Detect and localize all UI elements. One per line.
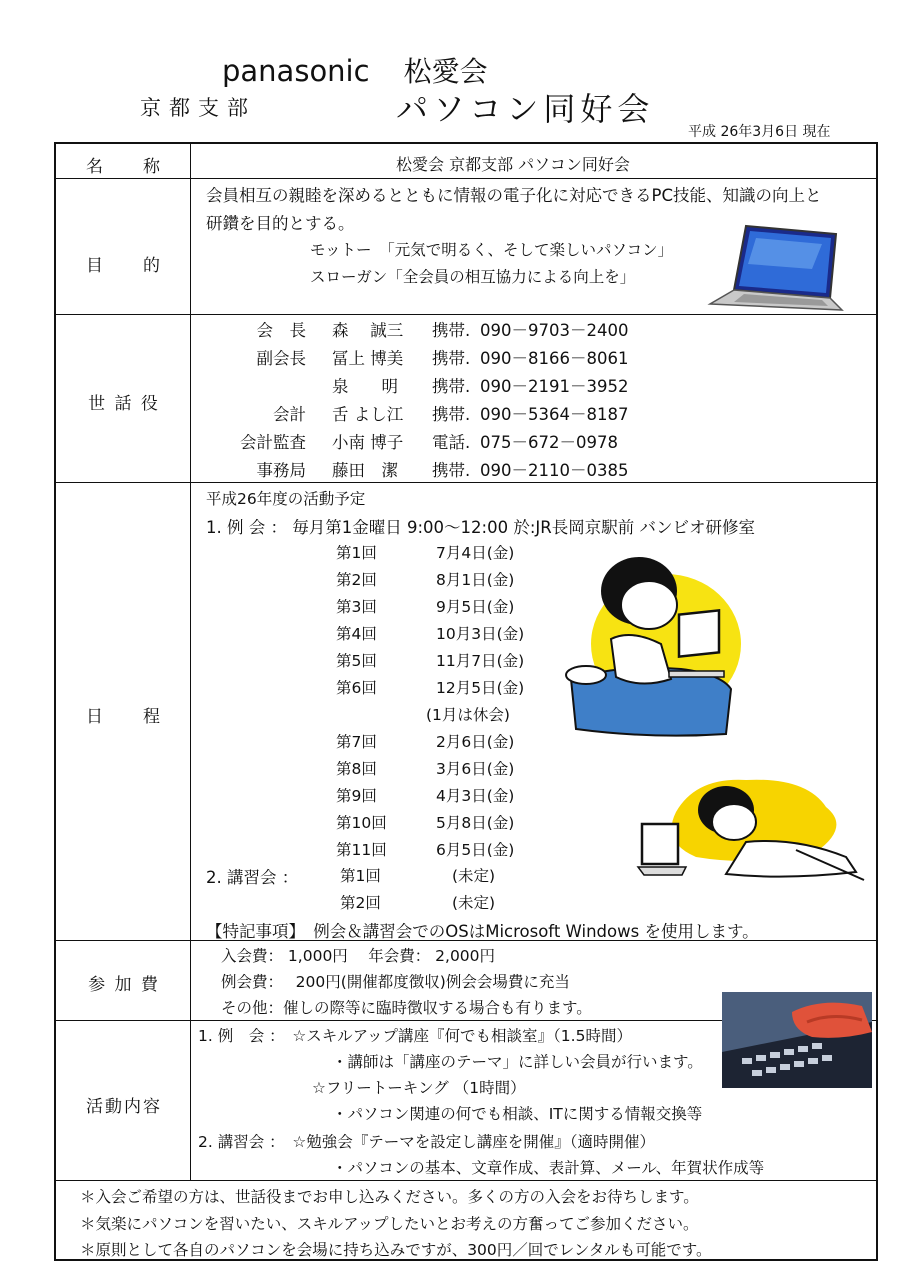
meeting-date: (1月は休会) — [426, 706, 510, 724]
title-latin: panasonic — [222, 54, 370, 88]
officer-name: 泉 明 — [332, 377, 398, 396]
activity-line4: ・パソコン関連の何でも相談、ITに関する情報交換等 — [332, 1105, 703, 1123]
officer-name: 舌 よし江 — [332, 405, 404, 424]
schedule-label: 日 程 — [86, 707, 162, 727]
motto: モットー 「元気で明るく、そして楽しいパソコン」 — [310, 241, 674, 259]
officer-phone: 075－672－0978 — [480, 433, 618, 452]
officer-role: 副会長 — [256, 349, 306, 368]
meeting-number: 第7回 — [336, 733, 377, 751]
name-label: 名 称 — [86, 157, 162, 177]
meeting-date: 4月3日(金) — [436, 787, 515, 805]
activity-line1: 1. 例 会 ： ☆スキルアップ講座『何でも相談室』（1.5時間） — [198, 1027, 632, 1045]
officer-phone: 090－2191－3952 — [480, 377, 629, 396]
meeting-date: 12月5日(金) — [436, 679, 525, 697]
regular-meeting: 1. 例 会 ： 毎月第1金曜日 9:00～12:00 於:JR長岡京駅前 バンビオ研修室 — [206, 518, 755, 537]
activity-line6: ・パソコンの基本、文章作成、表計算、メール、年賀状作成等 — [332, 1159, 765, 1177]
name-value: 松愛会 京都支部 パソコン同好会 — [396, 155, 630, 174]
meeting-date: 10月3日(金) — [436, 625, 525, 643]
meeting-date: 9月5日(金) — [436, 598, 515, 616]
club-name: パソコン同好会 — [396, 90, 655, 128]
meeting-date: 11月7日(金) — [436, 652, 525, 670]
schedule-heading: 平成26年度の活動予定 — [206, 490, 366, 508]
meeting-date: 8月1日(金) — [436, 571, 515, 589]
officer-name: 冨上 博美 — [332, 349, 404, 368]
fee-line3: その他：催しの際等に臨時徴収する場合も有ります。 — [221, 999, 592, 1017]
course-date: (未定) — [452, 894, 496, 912]
purpose-label: 目 的 — [86, 256, 162, 276]
officer-phone-type: 携帯. — [432, 321, 471, 340]
officer-name: 藤田 潔 — [332, 461, 398, 480]
meeting-date: 5月8日(金) — [436, 814, 515, 832]
slogan: スローガン「全会員の相互協力による向上を」 — [310, 268, 636, 286]
note-2: ＊気楽にパソコンを習いたい、スキルアップしたいとお考えの方奮ってご参加ください。 — [80, 1215, 699, 1233]
officer-role: 事務局 — [256, 461, 306, 480]
course-number: 第2回 — [340, 894, 381, 912]
officer-phone: 090－5364－8187 — [480, 405, 629, 424]
girl-laptop-illustration — [561, 549, 741, 739]
purpose-line2: 研鑽を目的とする。 — [206, 214, 355, 233]
course-label: 2. 講習会 ： — [206, 868, 299, 887]
officer-name: 小南 博子 — [332, 433, 404, 452]
activities-label: 活動内容 — [86, 1097, 162, 1117]
officer-name: 森 誠三 — [332, 321, 404, 340]
note-1: ＊入会ご希望の方は、世話役までお申し込みください。多くの方の入会をお待ちします。 — [80, 1188, 699, 1206]
officer-phone-type: 携帯. — [432, 377, 471, 396]
girl-lying-illustration — [636, 772, 868, 887]
info-table — [54, 142, 878, 1261]
meeting-number: 第9回 — [336, 787, 377, 805]
officer-phone-type: 携帯. — [432, 461, 471, 480]
meeting-number: 第4回 — [336, 625, 377, 643]
note-3: ＊原則として各自のパソコンを会場に持ち込みですが、300円／回でレンタルも可能です。 — [80, 1241, 712, 1259]
fee-line2: 例会費： 200円(開催都度徴収)例会会場費に充当 — [221, 973, 570, 991]
as-of-date: 平成 26年3月6日 現在 — [688, 124, 831, 140]
meeting-number: 第2回 — [336, 571, 377, 589]
meeting-number: 第8回 — [336, 760, 377, 778]
meeting-number: 第3回 — [336, 598, 377, 616]
officers-label: 世 話 役 — [88, 394, 160, 414]
meeting-date: 2月6日(金) — [436, 733, 515, 751]
activity-line2: ・講師は「講座のテーマ」に詳しい会員が行います。 — [332, 1053, 703, 1071]
course-number: 第1回 — [340, 867, 381, 885]
meeting-number: 第10回 — [336, 814, 387, 832]
special-note: 【特記事項】 例会＆講習会でのOSはMicrosoft Windows を使用します。 — [206, 922, 759, 941]
meeting-number: 第6回 — [336, 679, 377, 697]
activity-line5: 2. 講習会 ： ☆勉強会『テーマを設定し講座を開催』（適時開催） — [198, 1133, 656, 1151]
meeting-number: 第1回 — [336, 544, 377, 562]
meeting-date: 7月4日(金) — [436, 544, 515, 562]
meeting-date: 6月5日(金) — [436, 841, 515, 859]
officer-phone: 090－8166－8061 — [480, 349, 629, 368]
officer-phone-type: 携帯. — [432, 405, 471, 424]
course-date: (未定) — [452, 867, 496, 885]
officer-role: 会計監査 — [240, 433, 306, 452]
branch-name: 京都支部 — [140, 96, 256, 120]
officer-phone-type: 電話. — [432, 433, 471, 452]
laptop-illustration — [704, 224, 844, 316]
title-association: 松愛会 — [403, 55, 488, 88]
meeting-date: 3月6日(金) — [436, 760, 515, 778]
meeting-number: 第11回 — [336, 841, 387, 859]
fees-label: 参 加 費 — [88, 975, 160, 995]
officer-role: 会計 — [273, 405, 306, 424]
purpose-line1: 会員相互の親睦を深めるとともに情報の電子化に対応できるPC技能、知識の向上と — [206, 186, 822, 205]
officer-phone: 090－9703－2400 — [480, 321, 629, 340]
activity-line3: ☆フリートーキング （1時間） — [312, 1079, 526, 1097]
meeting-number: 第5回 — [336, 652, 377, 670]
keyboard-typing-photo — [722, 992, 872, 1088]
officer-phone: 090－2110－0385 — [480, 461, 629, 480]
officer-role: 会 長 — [256, 321, 306, 340]
officer-phone-type: 携帯. — [432, 349, 471, 368]
fee-line1: 入会費： 1,000円 年会費： 2,000円 — [221, 947, 496, 965]
